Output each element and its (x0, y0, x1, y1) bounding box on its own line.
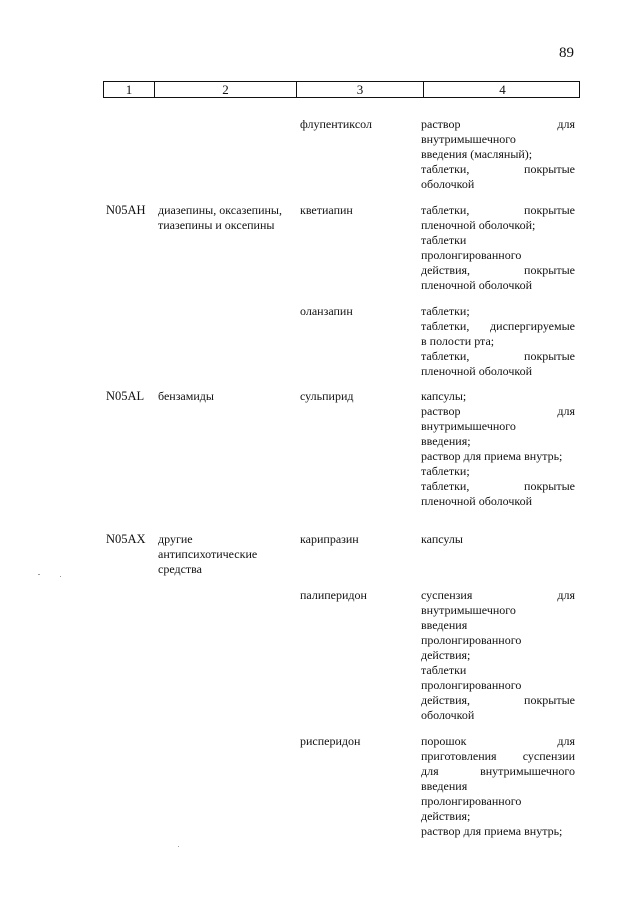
group-line: средства (158, 562, 203, 576)
dosage-form-line: действия; (421, 648, 471, 662)
dosage-form-line: для внутримышечного (421, 764, 575, 778)
dosage-form-line: таблетки (421, 663, 467, 677)
dosage-form-line: раствор для приема внутрь; (421, 824, 563, 838)
pharmacological-group (158, 203, 298, 233)
group-line: бензамиды (158, 389, 214, 403)
dosage-form-line: пролонгированного (421, 794, 522, 808)
column-header-1: 1 (125, 81, 133, 97)
dosage-form-line: раствор для (421, 117, 575, 131)
dosage-form-line: таблетки, покрытые (421, 162, 575, 176)
column-header-3: 3 (296, 82, 423, 97)
dosage-forms (421, 389, 575, 509)
dosage-form-line: введения (421, 779, 468, 793)
page-number: 89 (559, 45, 574, 61)
dosage-form-line: таблетки; (421, 304, 470, 318)
column-header-4: 4 (423, 82, 581, 97)
dosage-form-line: пленочной оболочкой (421, 364, 533, 378)
drug-name: оланзапин (300, 304, 353, 318)
dosage-form-line: таблетки, покрытые (421, 479, 575, 493)
dosage-form-line: таблетки, покрытые (421, 349, 575, 363)
dosage-form-line: приготовления суспензии (421, 749, 575, 763)
dosage-form-line: пролонгированного (421, 248, 522, 262)
scan-speck (38, 574, 40, 575)
dosage-form-line: таблетки, диспергируемые (421, 319, 575, 333)
atc-code: N05AH (106, 203, 146, 217)
drug-name: рисперидон (300, 734, 361, 748)
column-header-2: 2 (154, 82, 296, 97)
drug-name: флупентиксол (300, 117, 372, 131)
dosage-forms (421, 734, 575, 839)
dosage-forms (421, 117, 575, 192)
dosage-form-line: пленочной оболочкой; (421, 218, 536, 232)
scan-speck (60, 576, 61, 577)
dosage-form-line: капсулы; (421, 389, 467, 403)
drug-name: палиперидон (300, 588, 367, 602)
dosage-form-line: оболочкой (421, 177, 475, 191)
dosage-form-line: таблетки; (421, 464, 470, 478)
dosage-form-line: пролонгированного (421, 633, 522, 647)
group-line: другие (158, 532, 193, 546)
group-line: тиазепины и оксепины (158, 218, 275, 232)
dosage-form-line: капсулы (421, 532, 463, 546)
dosage-form-line: действия, покрытые (421, 263, 575, 277)
dosage-form-line: пленочной оболочкой (421, 494, 533, 508)
pharmacological-group (158, 389, 298, 404)
dosage-form-line: порошок для (421, 734, 575, 748)
dosage-forms (421, 304, 575, 379)
dosage-form-line: таблетки, покрытые (421, 203, 575, 217)
scan-speck (178, 846, 179, 847)
dosage-form-line: внутримышечного (421, 603, 516, 617)
group-line: диазепины, оксазепины, (158, 203, 282, 217)
pharmacological-group (158, 532, 298, 577)
dosage-form-line: пленочной оболочкой (421, 278, 533, 292)
dosage-form-line: введения (421, 618, 468, 632)
dosage-form-line: раствор для (421, 404, 575, 418)
group-line: антипсихотические (158, 547, 258, 561)
dosage-forms (421, 203, 575, 293)
atc-code: N05AX (106, 532, 146, 546)
dosage-form-line: действия; (421, 809, 471, 823)
dosage-forms (421, 588, 575, 723)
drug-name: сульпирид (300, 389, 354, 403)
table-header (103, 81, 580, 98)
dosage-form-line: пролонгированного (421, 678, 522, 692)
dosage-form-line: оболочкой (421, 708, 475, 722)
dosage-form-line: внутримышечного (421, 419, 516, 433)
dosage-form-line: суспензия для (421, 588, 575, 602)
dosage-form-line: таблетки (421, 233, 467, 247)
atc-code: N05AL (106, 389, 145, 403)
dosage-form-line: введения; (421, 434, 471, 448)
dosage-form-line: внутримышечного (421, 132, 516, 146)
drug-name: карипразин (300, 532, 359, 546)
dosage-forms (421, 532, 575, 547)
dosage-form-line: действия, покрытые (421, 693, 575, 707)
dosage-form-line: в полости рта; (421, 334, 495, 348)
drug-name: кветиапин (300, 203, 353, 217)
dosage-form-line: раствор для приема внутрь; (421, 449, 563, 463)
dosage-form-line: введения (масляный); (421, 147, 533, 161)
